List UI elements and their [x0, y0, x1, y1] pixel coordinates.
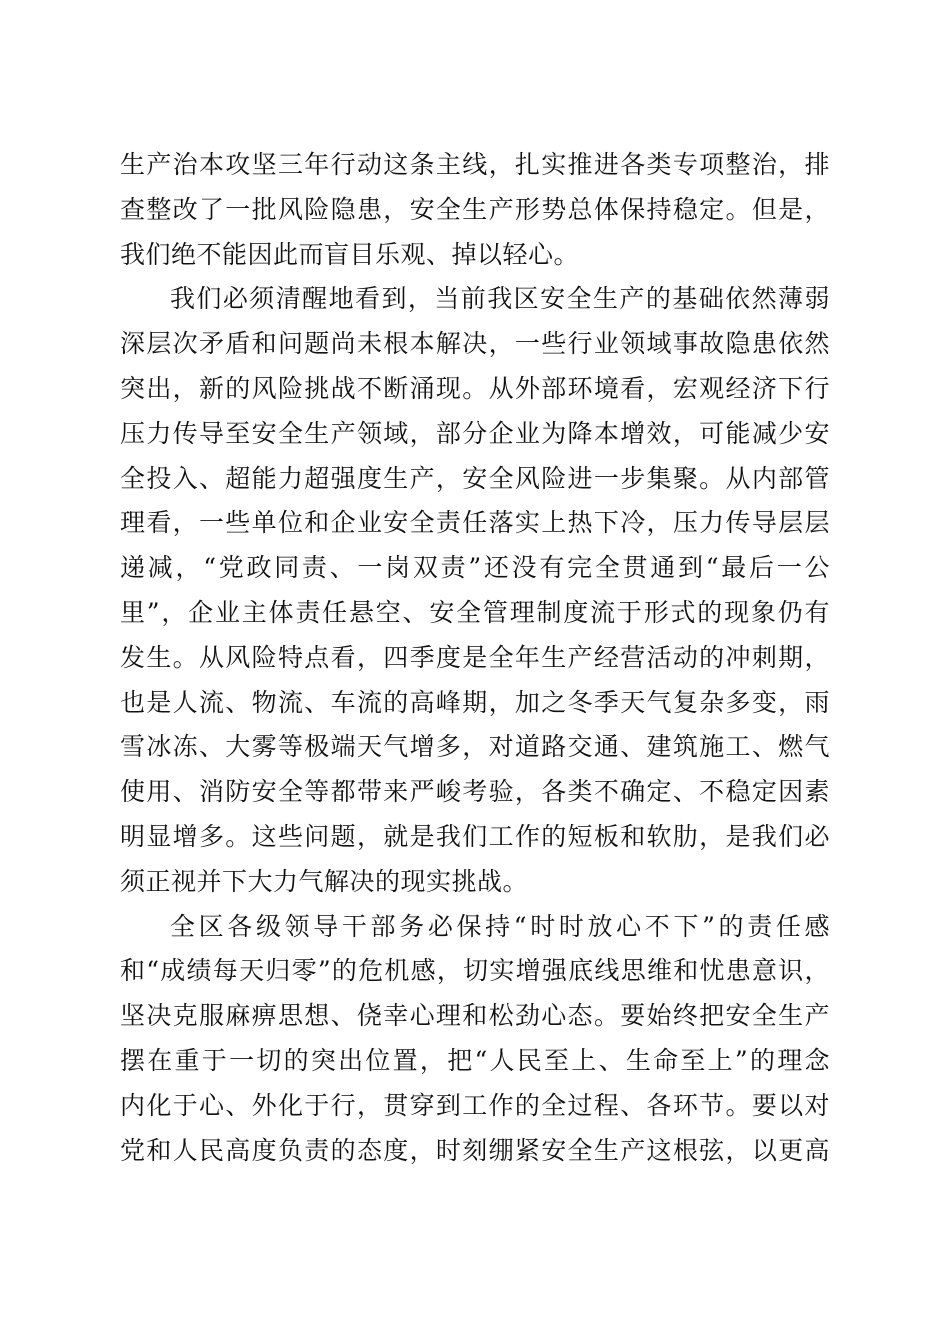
text-line: 明显增多。这些问题，就是我们工作的短板和软肋，是我们必: [120, 821, 830, 851]
text-line: 也是人流、物流、车流的高峰期，加之冬季天气复杂多变，雨: [120, 687, 830, 717]
paragraph: [120, 277, 830, 904]
text-line: 突出，新的风险挑战不断涌现。从外部环境看，宏观经济下行: [120, 373, 830, 403]
document-body: [120, 143, 830, 1173]
text-line: 查整改了一批风险隐患，安全生产形势总体保持稳定。但是，: [120, 194, 830, 224]
text-line: 理看，一些单位和企业安全责任落实上热下冷，压力传导层层: [120, 508, 830, 538]
text-line: 递减，“党政同责、一岗双责”还没有完全贯通到“最后一公: [120, 553, 830, 583]
text-line: 我们必须清醒地看到，当前我区安全生产的基础依然薄弱: [170, 284, 830, 314]
text-line: 我们绝不能因此而盲目乐观、掉以轻心。: [120, 239, 580, 269]
paragraph: [120, 905, 830, 1174]
text-line: 雪冰冻、大雾等极端天气增多，对道路交通、建筑施工、燃气: [120, 732, 830, 762]
text-line: 深层次矛盾和问题尚未根本解决，一些行业领域事故隐患依然: [120, 329, 830, 359]
text-line: 坚决克服麻痹思想、侥幸心理和松劲心态。要始终把安全生产: [120, 1001, 830, 1031]
text-line: 发生。从风险特点看，四季度是全年生产经营活动的冲刺期，: [120, 642, 830, 672]
text-line: 全投入、超能力超强度生产，安全风险进一步集聚。从内部管: [120, 463, 830, 493]
text-line: 须正视并下大力气解决的现实挑战。: [120, 866, 529, 896]
text-line: 压力传导至安全生产领域，部分企业为降本增效，可能减少安: [120, 418, 830, 448]
text-line: 党和人民高度负责的态度，时刻绷紧安全生产这根弦，以更高: [120, 1135, 830, 1165]
text-line: 全区各级领导干部务必保持“时时放心不下”的责任感: [170, 911, 830, 941]
text-line: 里”，企业主体责任悬空、安全管理制度流于形式的现象仍有: [120, 597, 830, 627]
text-line: 和“成绩每天归零”的危机感，切实增强底线思维和忧患意识，: [120, 956, 830, 986]
text-line: 生产治本攻坚三年行动这条主线，扎实推进各类专项整治，排: [120, 150, 830, 179]
paragraph: [120, 143, 830, 277]
text-line: 使用、消防安全等都带来严峻考验，各类不确定、不稳定因素: [120, 777, 830, 807]
text-line: 摆在重于一切的突出位置，把“人民至上、生命至上”的理念: [120, 1045, 830, 1075]
text-line: 内化于心、外化于行，贯穿到工作的全过程、各环节。要以对: [120, 1090, 830, 1120]
